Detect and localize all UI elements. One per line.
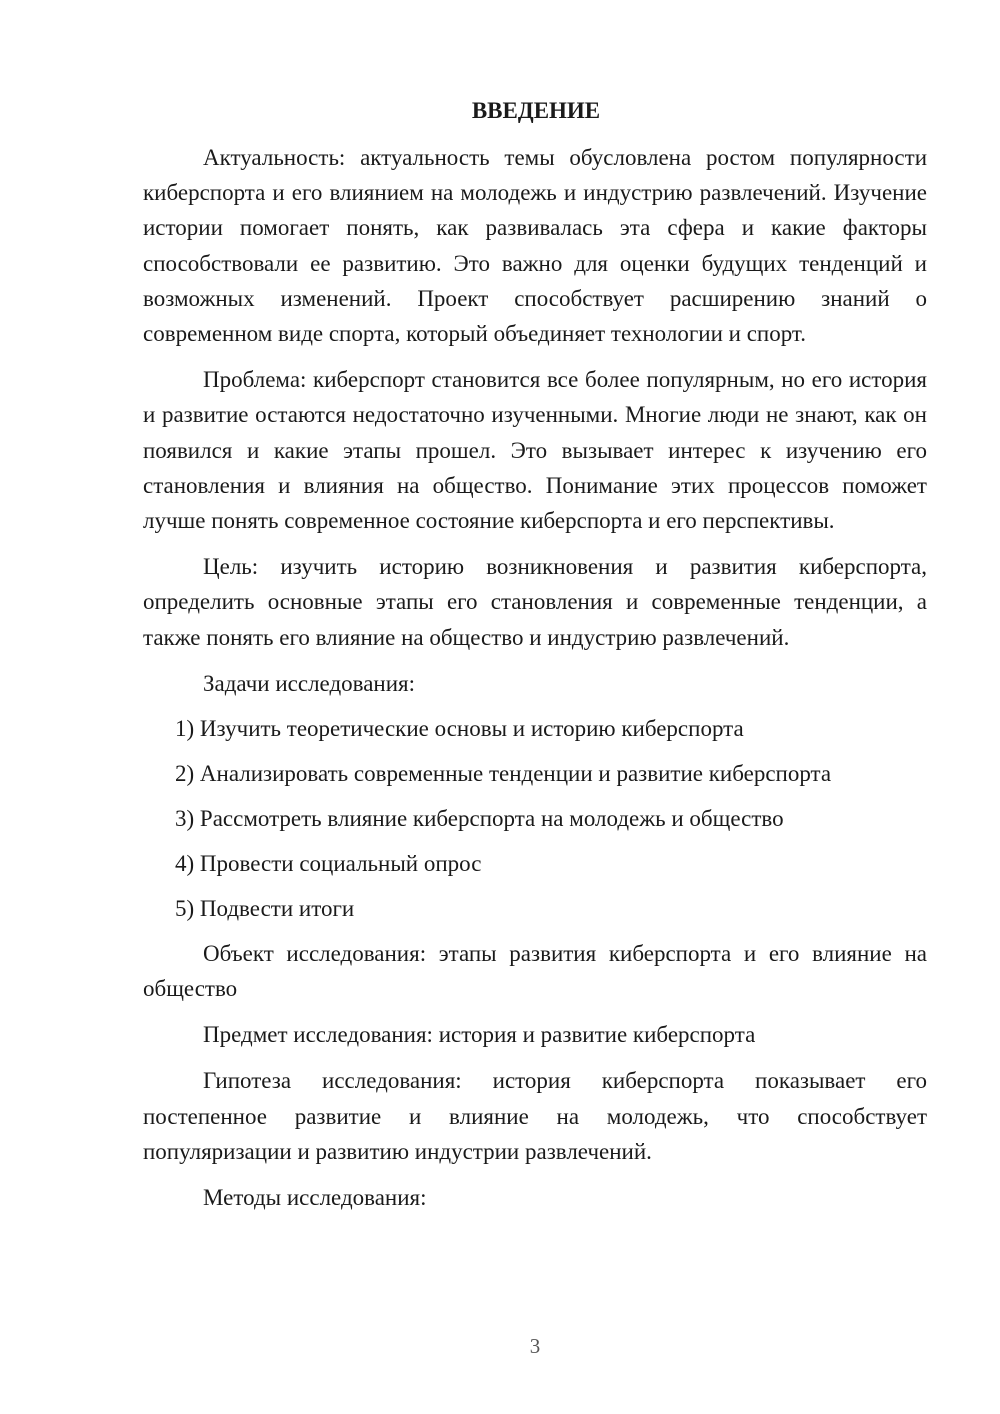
problem-paragraph: Проблема: киберспорт становится все более популярным, но его история и развитие остаются недостаточно изученными. Многие люди не знают, как он появился и какие этапы прошел. Это вызывает интерес к изучению его становления и влияния на общество. Понимание этих процессов поможет лучше понять современное состояние киберспорта и его перспективы. [143,367,927,534]
task-item-5: 5) Подвести итоги [175,895,355,921]
subject-paragraph: Предмет исследования: история и развитие киберспорта [203,1022,756,1048]
section-heading: ВВЕДЕНИЕ [471,98,601,123]
task-item-2: 2) Анализировать современные тенденции и развитие киберспорта [175,760,832,786]
methods-paragraph: Методы исследования: [203,1185,427,1211]
hypothesis-paragraph: Гипотеза исследования: история киберспорта показывает его постепенное развитие и влияние на молодежь, что способствует популяризации и развитию индустрии развлечений. [143,1068,927,1164]
task-item-4: 4) Провести социальный опрос [175,850,482,876]
goal-paragraph: Цель: изучить историю возникновения и развития киберспорта, определить основные этапы его становления и современные тенденции, а также понять его влияние на общество и индустрию развлечений. [143,554,927,650]
task-item-3: 3) Рассмотреть влияние киберспорта на молодежь и общество [175,805,784,831]
page-number: 3 [529,1334,541,1358]
tasks-label: Задачи исследования: [203,670,416,696]
page-content [143,96,927,1226]
object-paragraph: Объект исследования: этапы развития киберспорта и его влияние на общество [143,940,927,1002]
relevance-paragraph: Актуальность: актуальность темы обусловлена ростом популярности киберспорта и его влиянием на молодежь и индустрию развлечений. Изучение истории помогает понять, как развивалась эта сфера и какие факторы способствовали ее развитию. Это важно для оценки будущих тенденций и возможных изменений. Проект способствует расширению знаний о современном виде спорта, который объединяет технологии и спорт. [143,145,927,347]
task-item-1: 1) Изучить теоретические основы и историю киберспорта [175,715,744,741]
tasks-list [143,711,927,926]
